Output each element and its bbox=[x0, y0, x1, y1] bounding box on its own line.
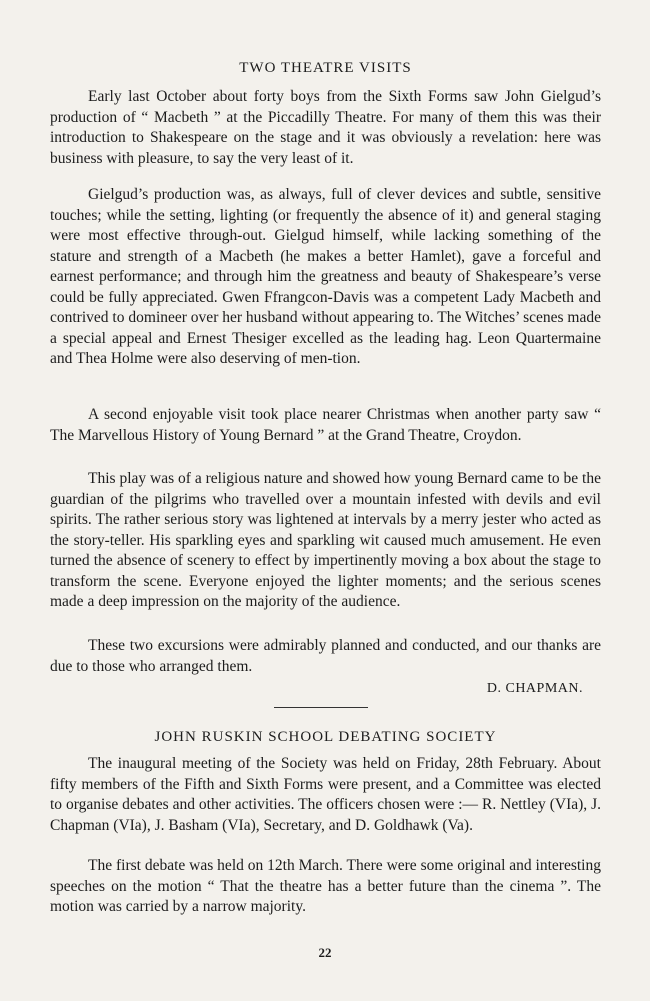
paragraph: This play was of a religious nature and showed how young Bernard came to be the guardian of the pilgrims who travelled over a mountain infested with devils and evil spirits. The rather serious story was lightened at intervals by a merry jester who acted as the story-teller. His sparkling eyes and sparkling wit caused much amusement. He even turned the absence of scenery to effect by impertinently moving a box about the stage to transform the scene. Everyone enjoyed the lighter moments; and the serious scenes made a deep impression on the majority of the audience. bbox=[50, 470, 601, 610]
theatre-paragraph-5 bbox=[50, 636, 601, 677]
article-theatre-visits bbox=[50, 58, 601, 78]
paragraph: The first debate was held on 12th March. There were some original and interesting speeches on the motion “ That the theatre has a better future than the cinema ”. The motion was carried by a narrow majority. bbox=[50, 857, 601, 915]
debating-paragraph-2 bbox=[50, 856, 601, 918]
signature-block bbox=[50, 679, 601, 699]
section-divider bbox=[274, 707, 368, 708]
paragraph: These two excursions were admirably planned and conducted, and our thanks are due to those who arranged them. bbox=[50, 637, 601, 675]
theatre-paragraph-4 bbox=[50, 469, 601, 613]
section-title: JOHN RUSKIN SCHOOL DEBATING SOCIETY bbox=[154, 729, 497, 745]
theatre-paragraph-1 bbox=[50, 87, 601, 169]
article-debating-society bbox=[50, 727, 601, 747]
paragraph: Early last October about forty boys from the Sixth Forms saw John Gielgud’s production of “ Macbeth ” at the Piccadilly Theatre. For many of them this was their introduction to Shakespeare on the stage and it was obviously a revelation: here was business with pleasure, to say the very least of it. bbox=[50, 88, 601, 167]
paragraph: Gielgud’s production was, as always, full of clever devices and subtle, sensitive touches; while the setting, lighting (or frequently the absence of it) and general staging were most effective through-out. Gielgud himself, while lacking something of the stature and strength of a Macbeth (he makes a better Hamlet), gave a forceful and earnest performance; and through him the greatness and beauty of Shakespeare’s verse could be fully appreciated. Gwen Ffrangcon-Davis was a competent Lady Macbeth and contrived to domineer over her husband without appearing to. The Witches’ scenes made a special appeal and Ernest Thesiger excelled as the leading hag. Leon Quartermaine and Thea Holme were also deserving of men-tion. bbox=[50, 186, 601, 367]
theatre-paragraph-3 bbox=[50, 405, 601, 446]
paragraph: The inaugural meeting of the Society was held on Friday, 28th February. About fifty members of the Fifth and Sixth Forms were present, and a Committee was elected to organise debates and other activities. The officers chosen were :— R. Nettley (VIa), J. Chapman (VIa), J. Basham (VIa), Secretary, and D. Goldhawk (Va). bbox=[50, 755, 601, 834]
page-number: 22 bbox=[318, 945, 332, 960]
theatre-paragraph-2 bbox=[50, 185, 601, 370]
section-title: TWO THEATRE VISITS bbox=[239, 60, 412, 76]
author-signature: D. CHAPMAN. bbox=[486, 681, 583, 696]
paragraph: A second enjoyable visit took place nearer Christmas when another party saw “ The Marvellous History of Young Bernard ” at the Grand Theatre, Croydon. bbox=[50, 406, 601, 444]
debating-paragraph-1 bbox=[50, 754, 601, 836]
